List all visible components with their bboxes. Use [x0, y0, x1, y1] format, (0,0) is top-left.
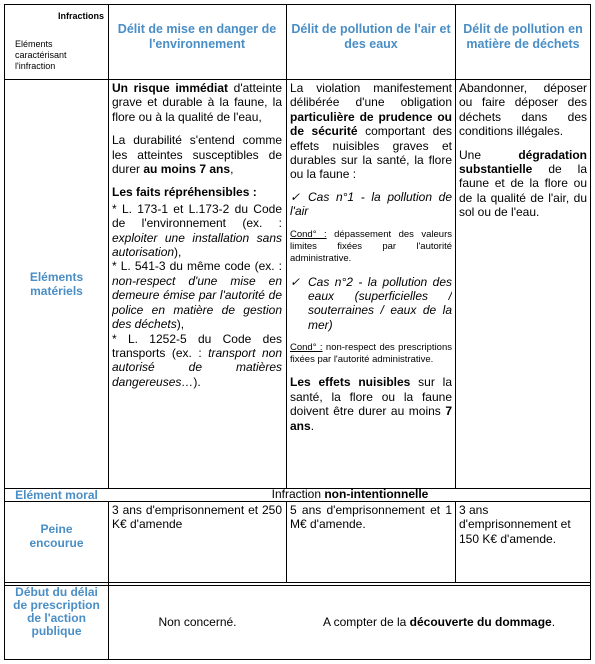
col1-durability-post: , — [230, 162, 234, 177]
col-divider-1b — [108, 502, 109, 660]
row-label-prescription: Début du délai de prescription de l'action publique — [13, 586, 100, 638]
moral-bold: non-intentionnelle — [324, 488, 429, 501]
row-label-peine: Peine encourue — [29, 522, 84, 550]
row-label-materiels: Eléments matériels — [29, 270, 84, 298]
col2-cond1-label: Cond° : — [290, 228, 327, 240]
col2-intro-bold: particulière de prudence ou de sécurité — [290, 109, 452, 139]
col-divider-3b — [455, 502, 456, 583]
moral-value — [109, 488, 591, 501]
corner-line-2: caractérisant — [15, 50, 67, 60]
col1-b1-text: * L. 173-1 et L.173-2 du Code de l'environnement (ex. : — [112, 201, 282, 231]
peine-col2: 5 ans d'emprisonnement et 1 M€ d'amende. — [290, 503, 452, 532]
peine-col3: 3 ans d'emprisonnement et 150 K€ d'amende. — [459, 503, 571, 546]
col2-intro-text: La violation manifestement délibérée d'une obligation — [290, 81, 452, 110]
col3-degradation-pre: Une — [459, 147, 519, 162]
col1-b2-post: ), — [176, 317, 185, 332]
col1-risk-text: d'atteinte grave et durable à la faune, la flore ou à la qualité de l'eau, — [112, 81, 282, 124]
prescription-pre: A compter de la — [322, 615, 410, 629]
corner-line-1: Eléments — [15, 39, 53, 49]
moral-pre: Infraction — [271, 488, 325, 501]
col1-faits-title: Les faits répréhensibles : — [112, 185, 257, 200]
col-divider-2 — [286, 4, 287, 489]
col3-degradation-post: de la faune et de la flore ou de la qualité de l'air, du sol ou de l'eau. — [459, 162, 587, 220]
col1-b3-italic: transport non autorisé de matières dangereuses… — [112, 345, 282, 389]
col-divider-2b — [286, 502, 287, 583]
col2-effects-bold: Les effets nuisibles — [290, 375, 411, 390]
header-col3: Délit de pollution en matière de déchets — [463, 22, 583, 51]
col3-materiels — [459, 81, 587, 486]
col2-cond2-label: Cond° : — [290, 342, 323, 354]
col2-case1: Cas n°1 - la pollution de l'air — [290, 189, 452, 219]
row-label-moral: Elément moral — [15, 488, 98, 502]
col3-degradation-bold: dégradation substantielle — [459, 147, 587, 177]
col3-abandon-text: Abandonner, déposer ou faire déposer des déchets dans des conditions illégales. — [459, 81, 587, 139]
header-col1: Délit de mise en danger de l'environnement — [117, 22, 277, 51]
peine-col1: 3 ans d'emprisonnement et 250 K€ d'amende — [112, 503, 282, 532]
col-divider-3 — [455, 4, 456, 489]
col1-b1-post: ), — [174, 245, 182, 260]
row-divider-header — [4, 79, 591, 80]
col-divider-1 — [108, 4, 109, 489]
col2-effects-text: sur la santé, la flore ou la faune doivent être durer au moins — [290, 375, 452, 419]
prescription-bold: découverte du dommage — [409, 615, 552, 629]
checkmark-icon: ✓ — [290, 274, 301, 289]
header-col2: Délit de pollution de l'air et des eaux — [291, 22, 451, 51]
prescription-col1: Non concerné. — [158, 615, 237, 629]
col1-durability-bold: au moins 7 ans — [143, 162, 231, 177]
col2-effects-years: 7 ans — [290, 404, 452, 433]
col1-b2-text: * L. 541-3 du même code (ex. : — [112, 259, 282, 274]
prescription-col23 — [287, 615, 591, 629]
col2-effects-post: . — [310, 418, 315, 433]
col2-cond2-text: non-respect des prescriptions fixées par l'autorité administrative. — [290, 342, 452, 366]
col1-b2-italic: non-respect d'une mise en demeure émise par l'autorité de police en matière de gestion des déchets — [112, 273, 282, 332]
col1-b3-post: ). — [193, 374, 201, 389]
corner-cell — [5, 5, 108, 79]
col2-cond1-text: dépassement des valeurs limites fixées par l'autorité administrative. — [290, 228, 452, 264]
col2-materiels — [290, 81, 452, 486]
corner-top-label: Infractions — [57, 11, 104, 21]
corner-line-3: l'infraction — [15, 61, 56, 71]
prescription-post: . — [551, 615, 556, 629]
col2-intro-post: comportant des effets nuisibles graves et durables sur la santé, la flore ou la faune : — [290, 124, 452, 182]
col1-materiels — [112, 81, 282, 486]
col1-b3-text: * L. 1252-5 du Code des transports (ex. : — [112, 331, 282, 360]
col1-durability-text: La durabilité s'entend comme les atteintes susceptibles de durer — [112, 133, 282, 177]
col1-risk-bold: Un risque immédiat — [112, 81, 229, 95]
checkmark-icon: ✓ — [290, 189, 301, 204]
col2-case2: Cas n°2 - la pollution des eaux (superficielles / souterraines / eaux de la mer) — [308, 274, 452, 332]
col1-b1-italic: exploiter une installation sans autorisation — [112, 230, 282, 260]
